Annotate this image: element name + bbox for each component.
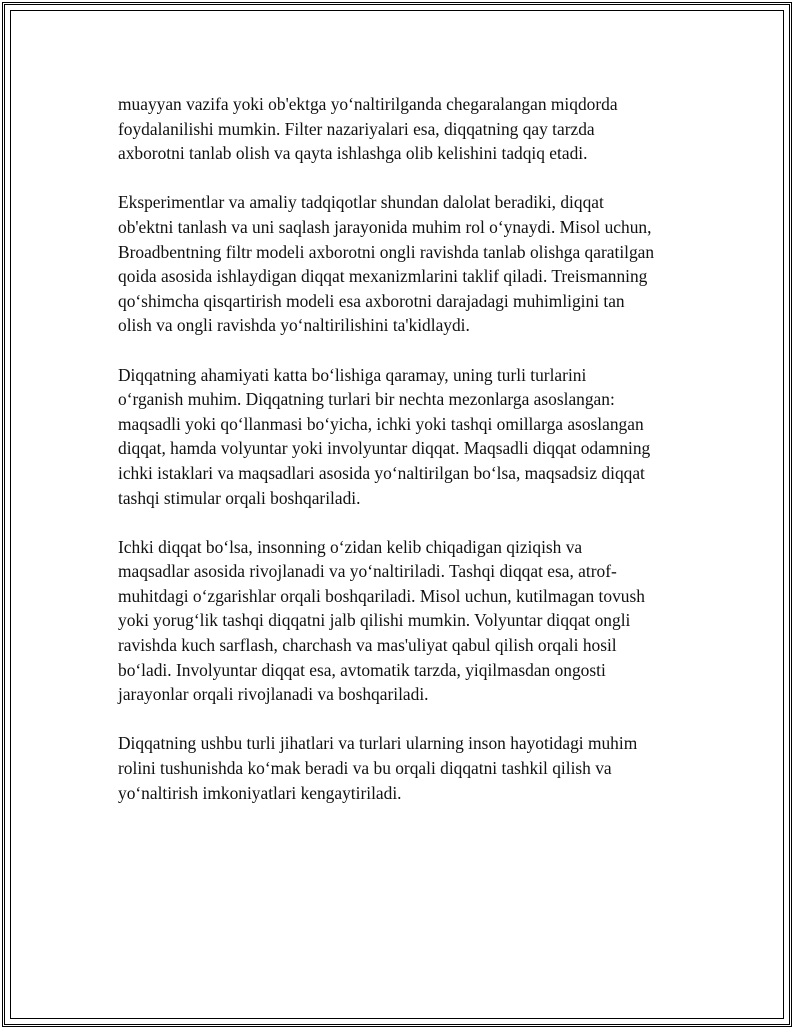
paragraph-3: Diqqatning ahamiyati katta bo‘lishiga qaramay, uning turli turlarini o‘rganish muhim. Diqqatning turlari bir nechta mezonlarga asoslangan: maqsadli yoki qo‘llanmasi bo‘yicha, ichki yoki tashqi omillarga asoslangan diqqat, hamda volyuntar yoki involyuntar diqqat. Maqsadli diqqat odamning ichki istaklari va maqsadlari asosida yo‘naltirilgan bo‘lsa, maqsadsiz diqqat tashqi stimular orqali boshqariladi.	[118, 364, 651, 508]
document-body	[118, 92, 690, 830]
paragraph-4: Ichki diqqat bo‘lsa, insonning o‘zidan kelib chiqadigan qiziqish va maqsadlar asosida rivojlanadi va yo‘naltiriladi. Tashqi diqqat esa, atrof- muhitdagi o‘zgarishlar orqali boshqariladi. Misol uchun, kutilmagan tovush yoki yorug‘lik tashqi diqqatni jalb qilishi mumkin. Volyuntar diqqat ongli ravishda kuch sarflash, charchash va mas'uliyat qabul qilish orqali hosil bo‘ladi. Involyuntar diqqat esa, avtomatik tarzda, yiqilmasdan ongosti jarayonlar orqali rivojlanadi va boshqariladi.	[118, 536, 645, 705]
paragraph-1: muayyan vazifa yoki ob'ektga yo‘naltirilganda chegaralangan miqdorda foydalanilishi mumkin. Filter nazariyalari esa, diqqatning qay tarzda axborotni tanlab olish va qayta ishlashga olib kelishini tadqiq etadi.	[118, 94, 618, 164]
paragraph-2: Eksperimentlar va amaliy tadqiqotlar shundan dalolat beradiki, diqqat ob'ektni tanlash va uni saqlash jarayonida muhim rol o‘ynaydi. Misol uchun, Broadbentning filtr modeli axborotni ongli ravishda tanlab olishga qaratilgan qoida asosida ishlaydigan diqqat mexanizmlarini taklif qiladi. Treismanning qo‘shimcha qisqartirish modeli esa axborotni darajadagi muhimligini tan olish va ongli ravishda yo‘naltirilishini ta'kidlaydi.	[118, 192, 655, 336]
paragraph-5: Diqqatning ushbu turli jihatlari va turlari ularning inson hayotidagi muhim rolini tushunishda ko‘mak beradi va bu orqali diqqatni tashkil qilish va yo‘naltirish imkoniyatlari kengaytiriladi.	[118, 733, 638, 803]
